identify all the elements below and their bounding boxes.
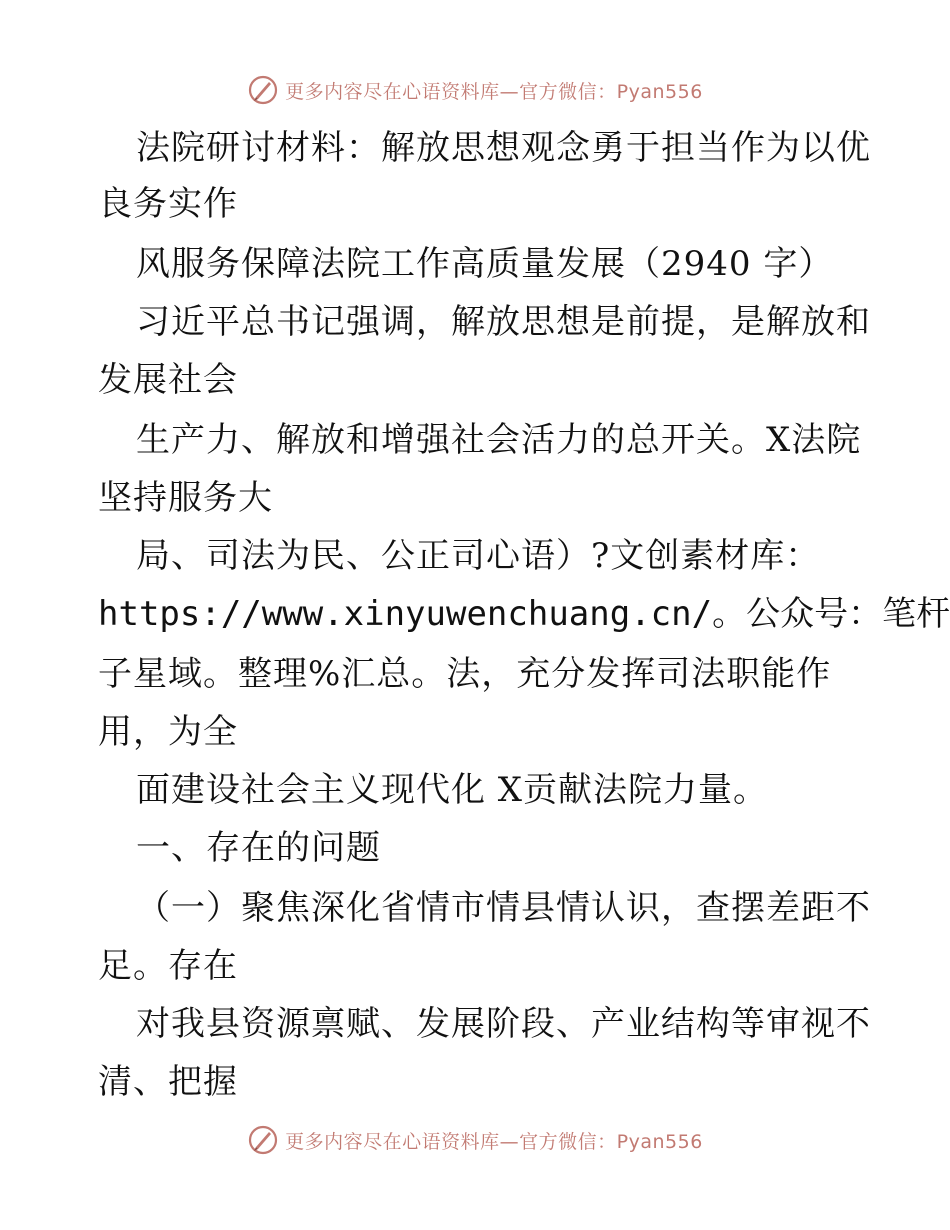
doc-line-8: 局、司法为民、公正司心语）?文创素材库： <box>136 536 821 576</box>
watermark-text-bottom: 更多内容尽在心语资料库—官方微信：Pyan556 <box>285 1130 703 1153</box>
section-heading: 一、存在的问题 <box>136 828 381 868</box>
doc-line-12: 面建设社会主义现代化 X贡献法院力量。 <box>136 770 769 810</box>
doc-line-5: 发展社会 <box>98 360 238 400</box>
quill-logo-icon <box>247 1124 279 1156</box>
doc-line-4: 习近平总书记强调，解放思想是前提，是解放和 <box>136 302 871 342</box>
watermark-text-top: 更多内容尽在心语资料库—官方微信：Pyan556 <box>285 80 703 103</box>
doc-line-2: 良务实作 <box>98 184 238 224</box>
doc-line-17: 清、把握 <box>98 1062 238 1102</box>
doc-line-15: 足。存在 <box>98 946 238 986</box>
doc-line-16: 对我县资源禀赋、发展阶段、产业结构等审视不 <box>136 1004 871 1044</box>
watermark-banner-bottom <box>0 1120 950 1160</box>
doc-line-7: 坚持服务大 <box>98 478 273 518</box>
doc-line-6: 生产力、解放和增强社会活力的总开关。X法院 <box>136 420 862 460</box>
doc-line-1: 法院研讨材料：解放思想观念勇于担当作为以优 <box>136 128 871 168</box>
doc-line-10: 子星域。整理%汇总。法，充分发挥司法职能作 <box>98 654 832 694</box>
doc-line-3: 风服务保障法院工作高质量发展（2940 字） <box>136 244 834 284</box>
doc-line-9: https://www.xinyuwenchuang.cn/。公众号：笔杆 <box>98 594 950 634</box>
doc-line-11: 用，为全 <box>98 712 238 752</box>
doc-line-14: （一）聚焦深化省情市情县情认识，查摆差距不 <box>136 888 871 928</box>
